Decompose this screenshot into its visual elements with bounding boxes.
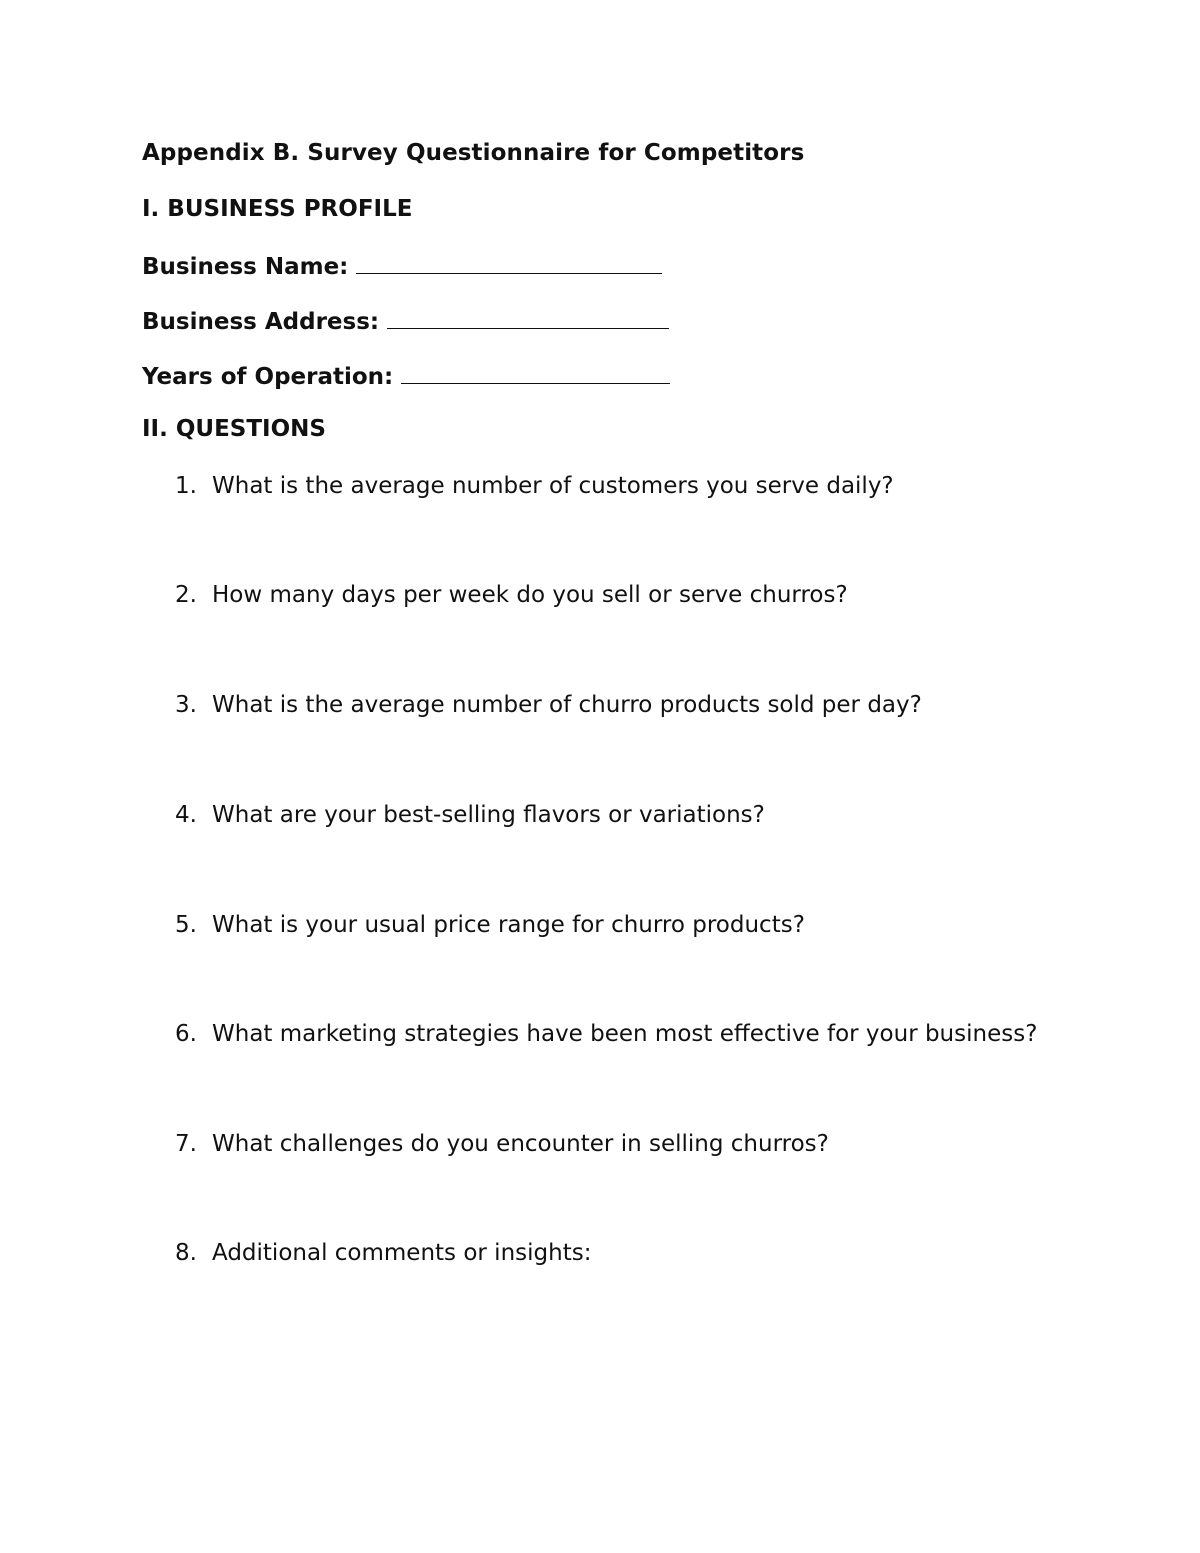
years-of-operation-field	[142, 361, 670, 390]
question-number: 7.	[175, 1131, 197, 1157]
section-heading-business-profile: I. BUSINESS PROFILE	[142, 196, 413, 222]
question-text: Additional comments or insights:	[212, 1240, 592, 1266]
question-item	[175, 582, 848, 608]
question-item	[175, 692, 922, 718]
question-number: 8.	[175, 1240, 197, 1266]
question-text: What is the average number of customers you serve daily?	[212, 473, 894, 499]
question-number: 6.	[175, 1021, 197, 1047]
section-heading-questions: II. QUESTIONS	[142, 416, 326, 442]
question-text: What is the average number of churro products sold per day?	[212, 692, 922, 718]
question-text: What challenges do you encounter in selling churros?	[212, 1131, 829, 1157]
question-item	[175, 1021, 1037, 1047]
document-title: Appendix B. Survey Questionnaire for Competitors	[142, 140, 805, 166]
question-text: What marketing strategies have been most effective for your business?	[212, 1021, 1038, 1047]
question-number: 4.	[175, 802, 197, 828]
business-name-blank-line[interactable]	[356, 251, 662, 274]
question-item	[175, 1240, 591, 1266]
question-item	[175, 1131, 829, 1157]
question-item	[175, 802, 765, 828]
question-number: 1.	[175, 473, 197, 499]
years-of-operation-label: Years of Operation:	[142, 364, 394, 390]
question-item	[175, 912, 805, 938]
business-address-field	[142, 306, 669, 335]
business-name-label: Business Name:	[142, 254, 349, 280]
question-text: What is your usual price range for churro products?	[212, 912, 805, 938]
question-number: 3.	[175, 692, 197, 718]
business-name-field	[142, 251, 662, 280]
question-text: What are your best-selling flavors or variations?	[212, 802, 765, 828]
business-address-label: Business Address:	[142, 309, 380, 335]
years-of-operation-blank-line[interactable]	[401, 361, 670, 384]
business-address-blank-line[interactable]	[387, 306, 669, 329]
question-text: How many days per week do you sell or serve churros?	[212, 582, 848, 608]
question-number: 5.	[175, 912, 197, 938]
question-number: 2.	[175, 582, 197, 608]
question-item	[175, 473, 894, 499]
